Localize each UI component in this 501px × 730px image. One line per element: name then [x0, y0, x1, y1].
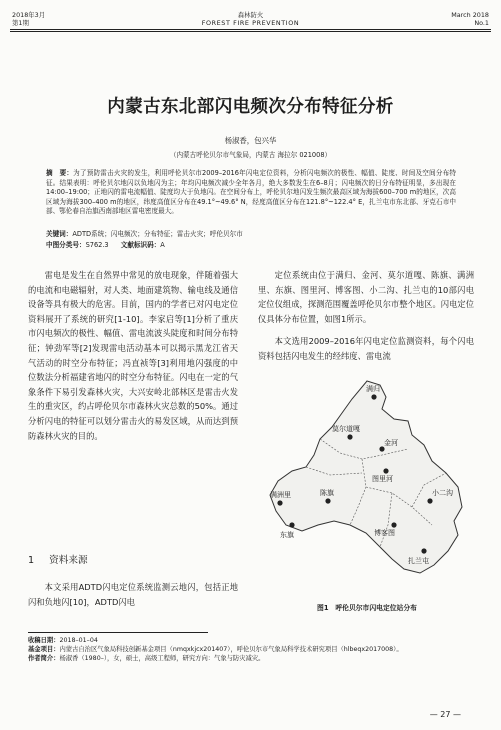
station-label-dongqi: 东旗 [280, 531, 294, 539]
station-label-xiaoergou: 小二沟 [432, 489, 453, 497]
station-label-jinhe: 金河 [384, 439, 398, 447]
doc-code-value: A [160, 241, 165, 249]
classification-line [46, 241, 456, 251]
fund-label: 基金项目： [28, 646, 60, 654]
station-map-svg [262, 375, 472, 595]
article-affiliation: （内蒙古呼伦贝尔市气象局，内蒙古 海拉尔 021008） [169, 151, 332, 159]
abstract-label: 摘 要： [46, 169, 74, 177]
keywords: ADTD系统；闪电频次；分布特征；雷击火灾；呼伦贝尔市 [72, 230, 243, 238]
fund-line [28, 645, 474, 654]
region-boundary [270, 381, 462, 573]
left-column [28, 268, 238, 443]
header-journal-en: FOREST FIRE PREVENTION [201, 19, 300, 27]
station-label-manggui: 满归 [366, 385, 380, 393]
section-1-number: 1 [28, 555, 35, 566]
header-issue-cn: 第1期 [12, 19, 29, 27]
station-label-manzhouli: 满洲里 [270, 491, 291, 499]
header-right [451, 11, 489, 27]
station-label-chenqi: 陈旗 [320, 489, 334, 497]
keywords-label: 关键词： [46, 230, 73, 238]
author-text: 杨淑香（1980–），女，硕士，高级工程师，研究方向：气象与防灾减灾。 [59, 655, 265, 663]
received-date: 2018–01–04 [59, 637, 98, 644]
station-label-boketu: 博客图 [374, 529, 395, 537]
header-date-en: March 2018 [451, 11, 489, 19]
received-line [28, 636, 474, 645]
keywords-line [46, 230, 456, 240]
right-paragraph-2: 本文选用2009–2016年闪电定位监测资料，每个闪电资料包括闪电发生的经纬度、雷电流 [258, 336, 474, 361]
figure-1-map [262, 375, 472, 595]
abstract-text: 为了预防雷击火灾的发生，利用呼伦贝尔市2009–2016年闪电定位资料，分析闪电频次的极性、幅值、陡度、时间及空间分布特征。结果表明：呼伦贝尔地闪以负地闪为主；年均闪电频次减少全年各月，绝大多数发生在6–8月；闪电频次的日分布特征明显，多出现在14:00–19:00；正地闪的雷电流幅值、陡度均大于负地闪。在空间分布上，呼伦贝尔地闪发生频次最高区域为海拔600–700 m的地区，次高区域为海拔300–400 m的地区，纬度高值区分布在49.1°~49.6° N，经度高值区分布在121.8°~122.4° E，扎兰屯市东北部、牙克石市中部、鄂伦春自治旗西南部地区雷电密度最大。 [46, 169, 456, 216]
station-label-tulihe: 图里河 [372, 475, 393, 483]
header-journal-cn: 森林防火 [237, 11, 264, 19]
clc-label: 中图分类号： [46, 241, 86, 249]
author-label: 作者简介： [28, 655, 60, 663]
doc-code-label: 文献标识码： [120, 241, 161, 249]
header-rule-2 [10, 31, 491, 32]
section-1-title: 资料来源 [49, 555, 88, 566]
figure-1-caption: 图1 呼伦贝尔市闪电定位站分布 [317, 604, 417, 612]
station-label-zhalantun: 扎兰屯 [408, 557, 429, 565]
header-issue-en: No.1 [474, 19, 489, 27]
page-number: — 27 — [429, 710, 461, 719]
station-label-moerdaoga: 莫尔道嘎 [332, 425, 360, 433]
footnote [28, 636, 474, 664]
section-1-heading [28, 552, 88, 566]
right-column [258, 268, 474, 364]
header-rule-1 [10, 29, 491, 30]
received-label: 收稿日期： [28, 637, 60, 644]
header-date-cn: 2018年3月 [12, 11, 46, 19]
clc-value: S762.3 [85, 241, 109, 249]
abstract [46, 169, 456, 217]
author-line [28, 654, 474, 663]
left-column-2 [28, 580, 238, 609]
data-source-paragraph: 本文采用ADTD闪电定位系统监测云地闪，包括正地闪和负地闪[10]，ADTD闪电 [28, 582, 238, 607]
intro-paragraph: 雷电是发生在自然界中常见的放电现象，伴随着强大的电流和电磁辐射，对人类、地面建筑物、输电线及通信设备等具有极大的危害。目前，国内的学者已对闪电定位资料展开了系统的研究[1-10]。李家启等[1]分析了重庆市闪电频次的极性、幅值、雷电流波头陡度和时间分布特征；钟劲军等[2]发现雷电活动基本可以揭示黑龙江省天气活动的时空分布特征；冯直祯等[3]利用地闪强度的中位数法分析福建省地闪的时空分布特征。闪电在一定的气象条件下易引发森林火灾，大兴安岭北部林区是雷击火发生的重灾区，约占呼伦贝尔市森林火灾总数的50%。通过分析闪电的特征可以划分雷击火的易发区域，从而达到预防森林火灾的目的。 [28, 270, 238, 441]
article-authors: 杨淑香，包兴华 [224, 136, 277, 145]
right-paragraph-1: 定位系统由位于满归、金河、莫尔道嘎、陈旗、满洲里、东旗、图里河、博客图、小二沟、扎兰屯的10部闪电定位仪组成，探测范围覆盖呼伦贝尔市整个地区。闪电定位仪具体分布位置，如图1所示。 [258, 270, 474, 324]
footnote-rule [28, 632, 208, 633]
fund-text: 内蒙古自治区气象局科技创新基金项目（nmqxkjcx201407），呼伦贝尔市气象局科学技术研究项目（hlbeqx2017008）。 [59, 646, 403, 654]
article-title: 内蒙古东北部闪电频次分布特征分析 [107, 97, 394, 117]
header-center [0, 11, 501, 27]
